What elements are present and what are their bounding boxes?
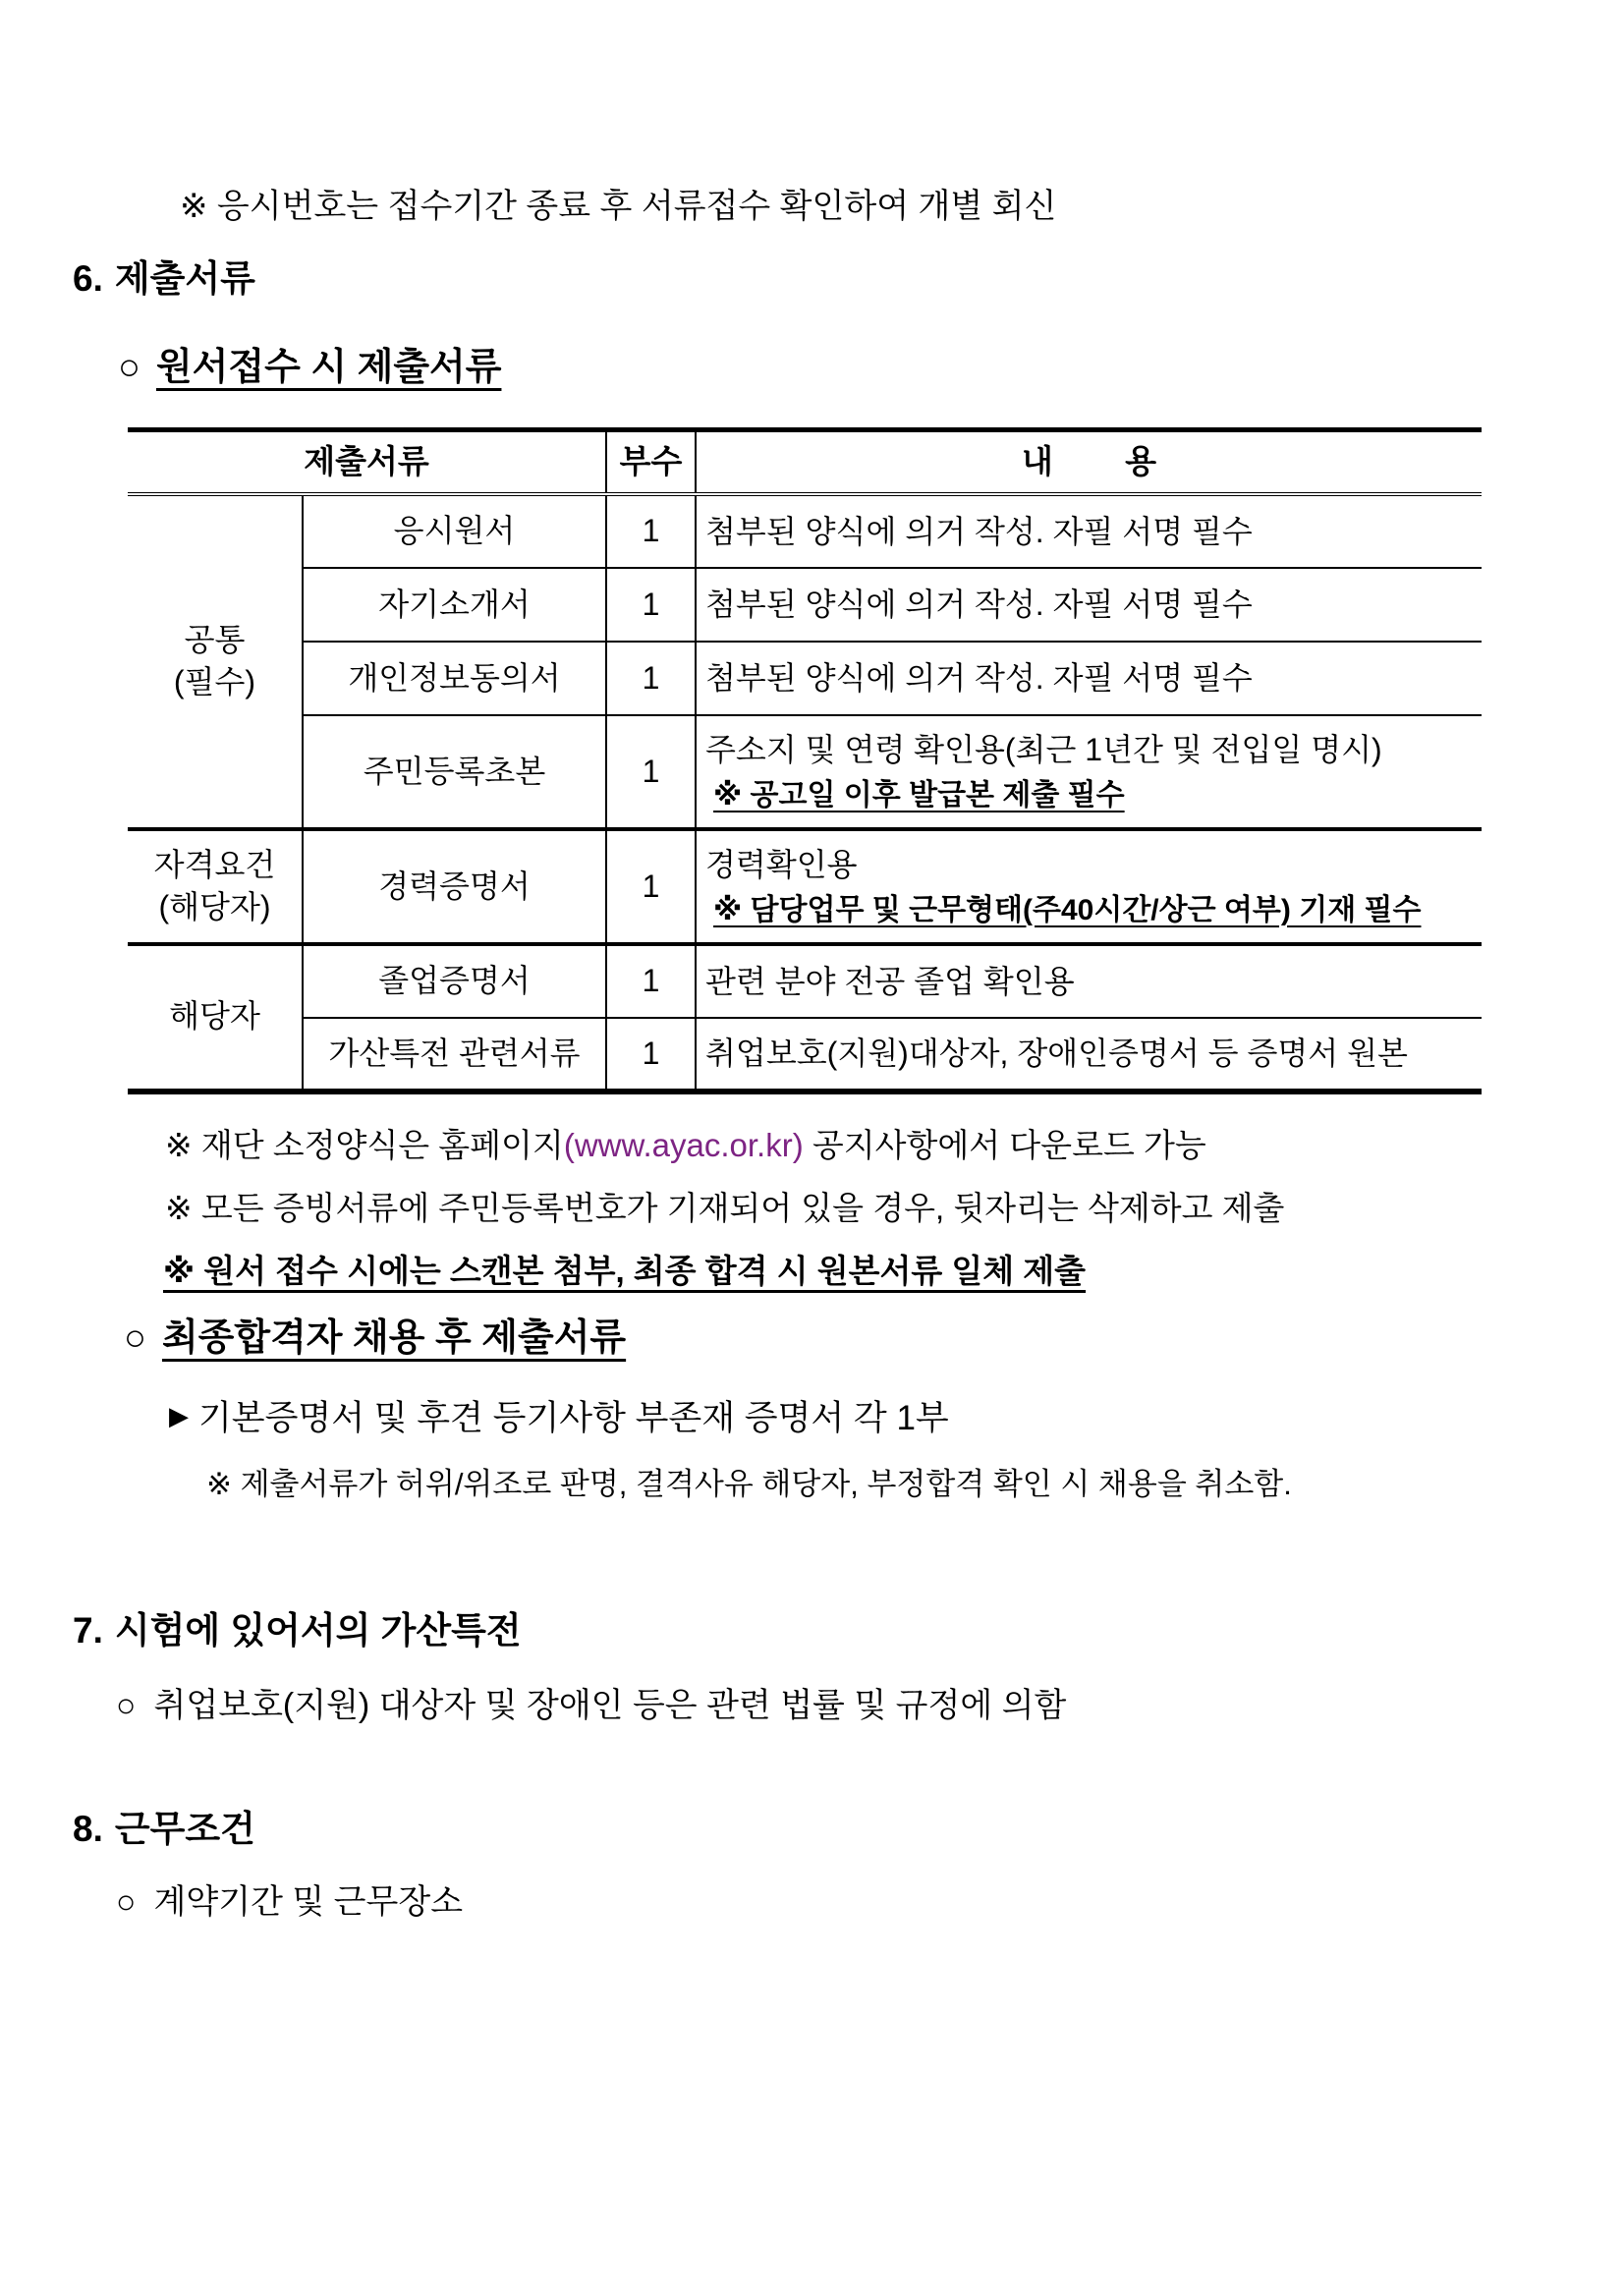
content-cell — [696, 494, 1482, 568]
content-cell — [696, 715, 1482, 829]
doc-name-cell: 가산특전 관련서류 — [303, 1018, 606, 1092]
copies-cell: 1 — [606, 494, 696, 568]
content-text: 첨부된 양식에 의거 작성. 자필 서명 필수 — [705, 660, 1253, 696]
submission-documents-table-wrap — [128, 427, 1482, 1094]
copies-cell: 1 — [606, 715, 696, 829]
copies-cell: 1 — [606, 829, 696, 944]
subsection-final-pass-docs-title: 최종합격자 채용 후 제출서류 — [161, 1317, 627, 1359]
copies-cell: 1 — [606, 944, 696, 1018]
content-text: 관련 분야 전공 졸업 확인용 — [705, 963, 1075, 999]
content-text: 첨부된 양식에 의거 작성. 자필 서명 필수 — [705, 513, 1253, 549]
section-7-number: 7. — [73, 1610, 103, 1651]
content-cell — [696, 1018, 1482, 1092]
content-note: ※ 담당업무 및 근무형태(주40시간/상근 여부) 기재 필수 — [713, 893, 1422, 926]
table-row — [128, 1018, 1482, 1092]
section-8-item — [116, 1882, 463, 1923]
group-label: 공통 — [184, 621, 246, 657]
table-row — [128, 715, 1482, 829]
header-doc: 제출서류 — [128, 430, 606, 494]
subsection-application-docs-heading — [118, 346, 501, 391]
content-text: 첨부된 양식에 의거 작성. 자필 서명 필수 — [705, 587, 1253, 622]
section-8-title: 근무조건 — [114, 1809, 255, 1849]
note-text: ※ 재단 소정양식은 홈페이지 — [165, 1127, 564, 1163]
content-text: 주소지 및 연령 확인용(최근 1년간 및 전입일 명시) — [705, 731, 1382, 767]
table-row — [128, 494, 1482, 568]
copies-cell: 1 — [606, 568, 696, 642]
final-pass-doc-text: 기본증명서 및 후견 등기사항 부존재 증명서 각 1부 — [198, 1399, 949, 1437]
group-label: 자격요건 — [153, 846, 276, 882]
section-7-item — [116, 1686, 1066, 1726]
doc-name-cell: 자기소개서 — [303, 568, 606, 642]
table-row — [128, 944, 1482, 1018]
section-8-heading — [73, 1808, 255, 1851]
header-content: 내 용 — [696, 430, 1482, 494]
copies-cell: 1 — [606, 642, 696, 715]
content-cell — [696, 829, 1482, 944]
table-header-row — [128, 430, 1482, 494]
subsection-application-docs-title: 원서접수 시 제출서류 — [155, 347, 502, 388]
section-6-heading — [73, 257, 255, 301]
final-pass-doc-item — [169, 1398, 949, 1439]
section-7-title: 시험에 있어서의 가산특전 — [114, 1610, 522, 1651]
homepage-url-link[interactable]: (www.ayac.or.kr) — [563, 1127, 804, 1163]
note-scan-submission: ※ 원서 접수 시에는 스캔본 첨부, 최종 합격 시 원본서류 일체 제출 — [163, 1253, 1087, 1289]
note-download-forms — [165, 1126, 1206, 1165]
content-text: 경력확인용 — [705, 846, 858, 882]
subsection-final-pass-docs-heading — [124, 1316, 626, 1362]
content-cell — [696, 568, 1482, 642]
section-7-heading — [73, 1609, 522, 1652]
circle-bullet-icon: ○ — [124, 1317, 146, 1359]
top-remark: ※ 응시번호는 접수기간 종료 후 서류접수 확인하여 개별 회신 — [180, 188, 1057, 225]
section-6-number: 6. — [73, 258, 103, 299]
table-row — [128, 568, 1482, 642]
doc-name-cell: 경력증명서 — [303, 829, 606, 944]
content-cell — [696, 944, 1482, 1018]
doc-name-cell: 응시원서 — [303, 494, 606, 568]
section-7-item-text: 취업보호(지원) 대상자 및 장애인 등은 관련 법률 및 규정에 의함 — [153, 1687, 1067, 1724]
table-row — [128, 829, 1482, 944]
group-cell-common — [128, 494, 303, 829]
content-cell — [696, 642, 1482, 715]
content-text: 취업보호(지원)대상자, 장애인증명서 등 증명서 원본 — [705, 1036, 1408, 1071]
table-row — [128, 642, 1482, 715]
note-resident-number: ※ 모든 증빙서류에 주민등록번호가 기재되어 있을 경우, 뒷자리는 삭제하고 제출 — [165, 1190, 1285, 1226]
header-copies: 부수 — [606, 430, 696, 494]
circle-bullet-icon: ○ — [118, 347, 140, 388]
group-label: (필수) — [173, 664, 256, 700]
submission-documents-table — [128, 427, 1482, 1094]
doc-name-cell: 주민등록초본 — [303, 715, 606, 829]
content-note: ※ 공고일 이후 발급본 제출 필수 — [713, 778, 1125, 812]
circle-bullet-icon: ○ — [116, 1687, 137, 1724]
section-8-number: 8. — [73, 1809, 103, 1849]
circle-bullet-icon: ○ — [116, 1883, 137, 1921]
section-8-item-text: 계약기간 및 근무장소 — [153, 1883, 464, 1921]
group-cell-applicable — [128, 944, 303, 1092]
section-6-title: 제출서류 — [114, 258, 255, 299]
triangle-bullet-icon: ▶ — [169, 1401, 189, 1430]
group-cell-qualification — [128, 829, 303, 944]
copies-cell: 1 — [606, 1018, 696, 1092]
doc-name-cell: 졸업증명서 — [303, 944, 606, 1018]
doc-name-cell: 개인정보동의서 — [303, 642, 606, 715]
note-cancellation: ※ 제출서류가 허위/위조로 판명, 결격사유 해당자, 부정합격 확인 시 채용을 취소함. — [206, 1467, 1292, 1501]
group-label: (해당자) — [158, 889, 271, 924]
group-label: 해당자 — [169, 998, 260, 1035]
note-text: 공지사항에서 다운로드 가능 — [803, 1127, 1206, 1163]
